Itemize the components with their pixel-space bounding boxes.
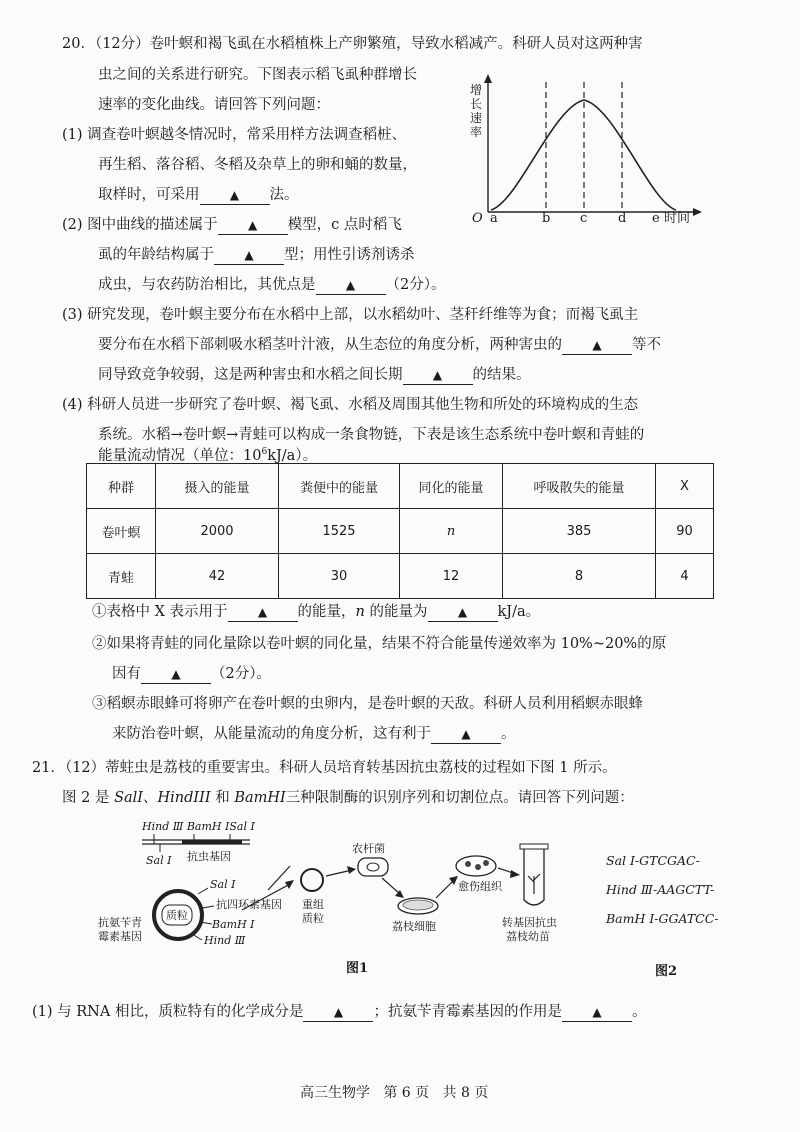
page-footer: 高三生物学 第 6 页 共 8 页 (300, 1085, 489, 1101)
q20-p1-line2: 再生稻、落谷稻、冬稻及杂草上的卵和蛹的数量， (98, 157, 417, 173)
arrow-head (510, 870, 520, 878)
answer-blank[interactable]: ▲ (316, 278, 386, 295)
q20-p3-line2: 要分布在水稻下部刺吸水稻茎叶汁液，从生态位的角度分析，两种害虫的 ▲ 等不 (98, 337, 661, 353)
answer-blank[interactable]: ▲ (141, 667, 211, 684)
figure-1-caption: 图1 (346, 961, 369, 976)
q20-p1-line1: (1) 调查卷叶螟越冬情况时，常采用样方法调查稻桩、 (62, 127, 407, 143)
answer-blank[interactable]: ▲ (428, 605, 498, 622)
plasmid-sal-label: Sal Ⅰ (210, 878, 236, 891)
y-axis-arrow (484, 74, 492, 83)
table-header: 摄入的能量 (156, 464, 279, 509)
origin-label: O (472, 211, 483, 226)
x-point-b: b (542, 211, 551, 226)
q20-p4-line1: (4) 科研人员进一步研究了卷叶螟、褐飞虱、水稻及周围其他生物和所处的环境构成的生态 (62, 397, 639, 413)
callus-dish-icon (483, 860, 489, 866)
recombinant-plasmid-label: 重组 (302, 898, 324, 911)
answer-blank[interactable]: ▲ (403, 368, 473, 385)
insect-resistance-gene-label: 抗虫基因 (187, 850, 231, 863)
q20-p2-line3: 成虫，与农药防治相比，其优点是 ▲ （2分）。 (98, 277, 446, 293)
sal-sequence: Sal Ⅰ-GTCGAC- (606, 853, 700, 868)
table-cell: 90 (656, 509, 714, 554)
insect-resistance-gene-segment (182, 840, 242, 844)
table-cell: 42 (156, 554, 279, 599)
answer-blank[interactable]: ▲ (218, 218, 288, 235)
tetracycline-gene-label: 抗四环素基因 (216, 898, 282, 911)
x-point-e: e (652, 211, 660, 226)
transgenic-seedling-label: 转基因抗虫 (502, 916, 557, 929)
table-cell: 卷叶螟 (87, 509, 156, 554)
q20-sub3-line2: 来防治卷叶螟，从能量流动的角度分析，这有利于 ▲ 。 (112, 726, 516, 742)
q21-p1: (1) 与 RNA 相比，质粒特有的化学成分是 ▲ ；抗氨苄青霉素基因的作用是 ▲ 。 (32, 1004, 647, 1020)
q20-p2-line1: (2) 图中曲线的描述属于 ▲ 模型，c 点时稻飞 (62, 217, 402, 233)
callus-dish-icon (475, 864, 481, 870)
recombinant-plasmid-icon (301, 869, 323, 891)
table-cell: 30 (279, 554, 400, 599)
table-cell: 385 (503, 509, 656, 554)
seedling-icon (528, 874, 540, 894)
answer-blank[interactable]: ▲ (431, 727, 501, 744)
answer-blank[interactable]: ▲ (562, 338, 632, 355)
x-axis-label: 时间 (664, 211, 691, 226)
plasmid-hind-label: Hind Ⅲ (204, 934, 246, 947)
table-header: 同化的能量 (400, 464, 503, 509)
table-row (87, 554, 714, 599)
q20-p2-line2: 虱的年龄结构属于 ▲ 型；用性引诱剂诱杀 (98, 247, 415, 263)
table-cell: 4 (656, 554, 714, 599)
pointer-line (198, 888, 208, 894)
arrow-head (347, 866, 356, 874)
y-label-char: 长 (470, 97, 483, 111)
x-axis-arrow (693, 208, 702, 216)
figure-2-sequences (606, 846, 719, 933)
arrow-head (285, 880, 294, 889)
test-tube-icon (520, 844, 548, 849)
energy-flow-table (86, 463, 714, 599)
q20-stem-line1: 20．（12分）卷叶螟和褐飞虱在水稻植株上产卵繁殖，导致水稻减产。科研人员对这两种害 (62, 36, 643, 52)
q20-p1-line3: 取样时，可采用 ▲ 法。 (98, 187, 299, 203)
litchi-cells-dish-icon (403, 900, 433, 910)
x-point-c: c (580, 211, 588, 226)
table-header: 粪便中的能量 (279, 464, 400, 509)
arrow-line (382, 878, 400, 894)
answer-blank[interactable]: ▲ (562, 1005, 632, 1022)
pointer-line (202, 906, 214, 908)
q20-p3-line1: (3) 研究发现，卷叶螟主要分布在水稻中上部，以水稻幼叶、茎秆纤维等为食；而褐飞虱主 (62, 307, 639, 323)
plasmid-label: 质粒 (166, 909, 188, 922)
table-cell: 2000 (156, 509, 279, 554)
q20-stem-line2: 虫之间的关系进行研究。下图表示稻飞虱种群增长 (98, 67, 417, 83)
sal-site-label: Sal Ⅰ (146, 854, 172, 867)
table-cell: 青蛙 (87, 554, 156, 599)
y-label-char: 速 (470, 111, 483, 125)
table-header-row (87, 464, 714, 509)
answer-blank[interactable]: ▲ (200, 188, 270, 205)
hind-sequence: Hind Ⅲ-AAGCTT- (606, 882, 715, 897)
bam-sequence: BamH Ⅰ-GGATCC- (606, 911, 719, 926)
recombinant-plasmid-label: 质粒 (302, 912, 324, 925)
q20-sub3-line1: ③稻螟赤眼蜂可将卵产在卷叶螟的虫卵内，是卷叶螟的天敌。科研人员利用稻螟赤眼蜂 (92, 696, 643, 712)
arrow-line (436, 880, 454, 898)
answer-blank[interactable]: ▲ (228, 605, 298, 622)
table-cell: n (400, 509, 503, 554)
table-cell: 12 (400, 554, 503, 599)
callus-dish-icon (465, 861, 471, 867)
transgenic-seedling-label: 荔枝幼苗 (506, 930, 550, 943)
x-point-d: d (618, 211, 627, 226)
q21-stem-line1: 21．（12）蒂蛀虫是荔枝的重要害虫。科研人员培育转基因抗虫荔枝的过程如下图 1 所示。 (32, 760, 617, 776)
q20-stem-line3: 速率的变化曲线。请回答下列问题： (98, 97, 330, 113)
q20-p4-line2: 系统。水稻→卷叶螟→青蛙可以构成一条食物链，下表是该生态系统中卷叶螟和青蛙的 (98, 427, 645, 443)
plasmid-bam-label: BamH Ⅰ (212, 918, 255, 931)
callus-label: 愈伤组织 (458, 880, 502, 893)
y-label-char: 率 (470, 125, 483, 139)
answer-blank[interactable]: ▲ (214, 248, 284, 265)
agrobacterium-label: 农杆菌 (352, 842, 385, 855)
answer-blank[interactable]: ▲ (303, 1005, 373, 1022)
restriction-sites-label: Hind Ⅲ BamH ⅠSal Ⅰ (142, 820, 255, 833)
table-cell: 1525 (279, 509, 400, 554)
pointer-line (192, 934, 202, 940)
figure-2-caption: 图2 (655, 964, 678, 979)
ampicillin-gene-label: 霉素基因 (98, 930, 142, 943)
x-point-a: a (490, 211, 498, 226)
q20-sub1: ①表格中 X 表示用于 ▲ 的能量，n 的能量为 ▲ kJ/a。 (92, 604, 541, 620)
table-header: 呼吸散失的能量 (503, 464, 656, 509)
q20-sub2-line1: ②如果将青蛙的同化量除以卷叶螟的同化量，结果不符合能量传递效率为 10%~20%的原 (92, 636, 667, 652)
arrow-line (326, 870, 352, 876)
q21-stem-line2: 图 2 是 SalI、HindIII 和 BamHI三种限制酶的识别序列和切割位点。请回答下列问题： (62, 790, 634, 806)
table-row (87, 509, 714, 554)
litchi-cells-label: 荔枝细胞 (392, 920, 436, 933)
q20-p4-line3: 能量流动情况（单位：$10^6kJ/a$）。 (98, 447, 318, 464)
table-header: X (656, 464, 714, 509)
ampicillin-gene-label: 抗氨苄青 (98, 916, 142, 929)
growth-rate-graph (458, 72, 708, 242)
table-cell: 8 (503, 554, 656, 599)
table-header: 种群 (87, 464, 156, 509)
q20-p3-line3: 同导致竞争较弱，这是两种害虫和水稻之间长期 ▲ 的结果。 (98, 367, 531, 383)
agrobacterium-icon (358, 858, 388, 876)
q20-sub2-line2: 因有 ▲ （2分）。 (112, 666, 271, 682)
figure-1-diagram (90, 812, 590, 982)
y-label-char: 增 (470, 83, 483, 97)
